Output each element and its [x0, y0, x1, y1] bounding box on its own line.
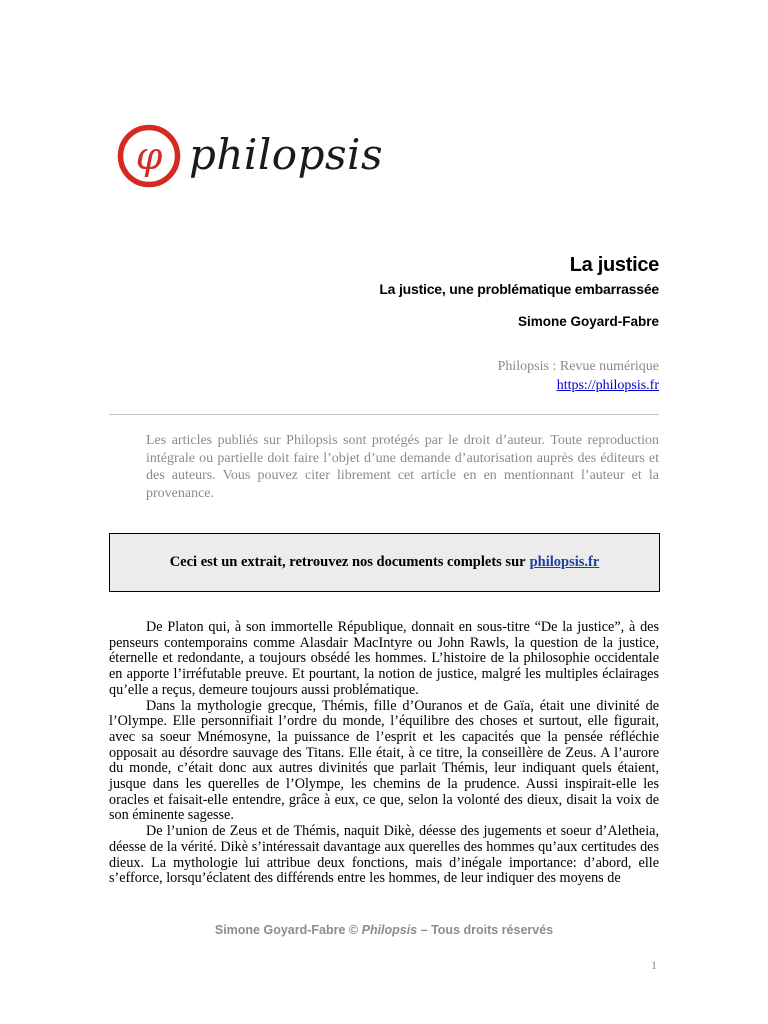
- excerpt-text: Ceci est un extrait, retrouvez nos documents complets sur: [169, 554, 526, 570]
- page-footer: [0, 923, 768, 937]
- revue-block: [498, 357, 659, 395]
- page-number: 1: [651, 958, 657, 972]
- revue-url-link[interactable]: https://philopsis.fr: [556, 378, 659, 393]
- article-title: La justice: [569, 254, 659, 276]
- philopsis-logo: [117, 122, 417, 192]
- body-paragraph: Dans la mythologie grecque, Thémis, fille d’Ouranos et de Gaïa, était une divinité de l’Olympe. Elle personnifiait l’ordre du monde, l’équilibre des choses et surtout, elle figurait, avec sa soeur Mnémosyne, la puissance de l’esprit et les capacités que la pensée réfléchie opposait au désordre sauvage des Titans. Elle était, à ce titre, la conseillère de Zeus. A l’aurore du monde, c’était donc aux autres divinités que parlait Thémis, leur indiquant quels étaient, jusque dans les querelles de l’Olympe, les chemins de la prudence. Aussi inspirait-elle les oracles et faisait-elle entendre, grâce à eux, ce que, selon la volonté des dieux, disait la voix de son éminente sagesse.: [109, 697, 659, 824]
- footer-journal: Philopsis: [361, 923, 418, 937]
- excerpt-link[interactable]: philopsis.fr: [529, 554, 600, 570]
- copyright-notice: Les articles publiés sur Philopsis sont protégés par le droit d’auteur. Toute reproduction intégrale ou partielle doit faire l’objet d’une demande d’autorisation auprès des éditeurs et des auteurs. Vous pouvez citer librement cet article en en mentionnant l’auteur et la provenance.: [146, 433, 659, 501]
- body-paragraph: De Platon qui, à son immortelle République, donnait en sous-titre “De la justice”, à des penseurs contemporains comme Alasdair MacIntyre ou John Rawls, la question de la justice, éternelle et redondante, a toujours obsédé les hommes. L’histoire de la philosophie occidentale en apporte l’irréfutable preuve. Et pourtant, la notion de justice, malgré les multiples éclairages qu’elle a reçus, demeure toujours aussi problématique.: [109, 619, 659, 698]
- article-author: Simone Goyard-Fabre: [517, 314, 659, 329]
- excerpt-notice-box: [109, 533, 660, 592]
- article-subtitle: La justice, une problématique embarrassée: [379, 281, 659, 297]
- body-paragraph: De l’union de Zeus et de Thémis, naquit Dikè, déesse des jugements et soeur d’Aletheia, déesse de la vérité. Dikè s’intéressait davantage aux querelles des hommes qu’aux certitudes des dieux. La mythologie lui attribue deux fonctions, mais d’inégale importance: d’abord, elle s’efforce, lorsqu’éclatent des différends entre les hommes, de leur indiquer des moyens de: [109, 823, 659, 887]
- footer-suffix: – Tous droits réservés: [417, 923, 554, 937]
- phi-glyph: φ: [135, 134, 163, 178]
- phi-logo-icon: [117, 122, 189, 192]
- revue-name: Philopsis : Revue numérique: [497, 359, 659, 374]
- footer-prefix: Simone Goyard-Fabre ©: [214, 923, 362, 937]
- logo-wordmark: philopsis: [189, 130, 384, 179]
- separator-rule: [109, 414, 659, 415]
- article-body: [109, 620, 659, 887]
